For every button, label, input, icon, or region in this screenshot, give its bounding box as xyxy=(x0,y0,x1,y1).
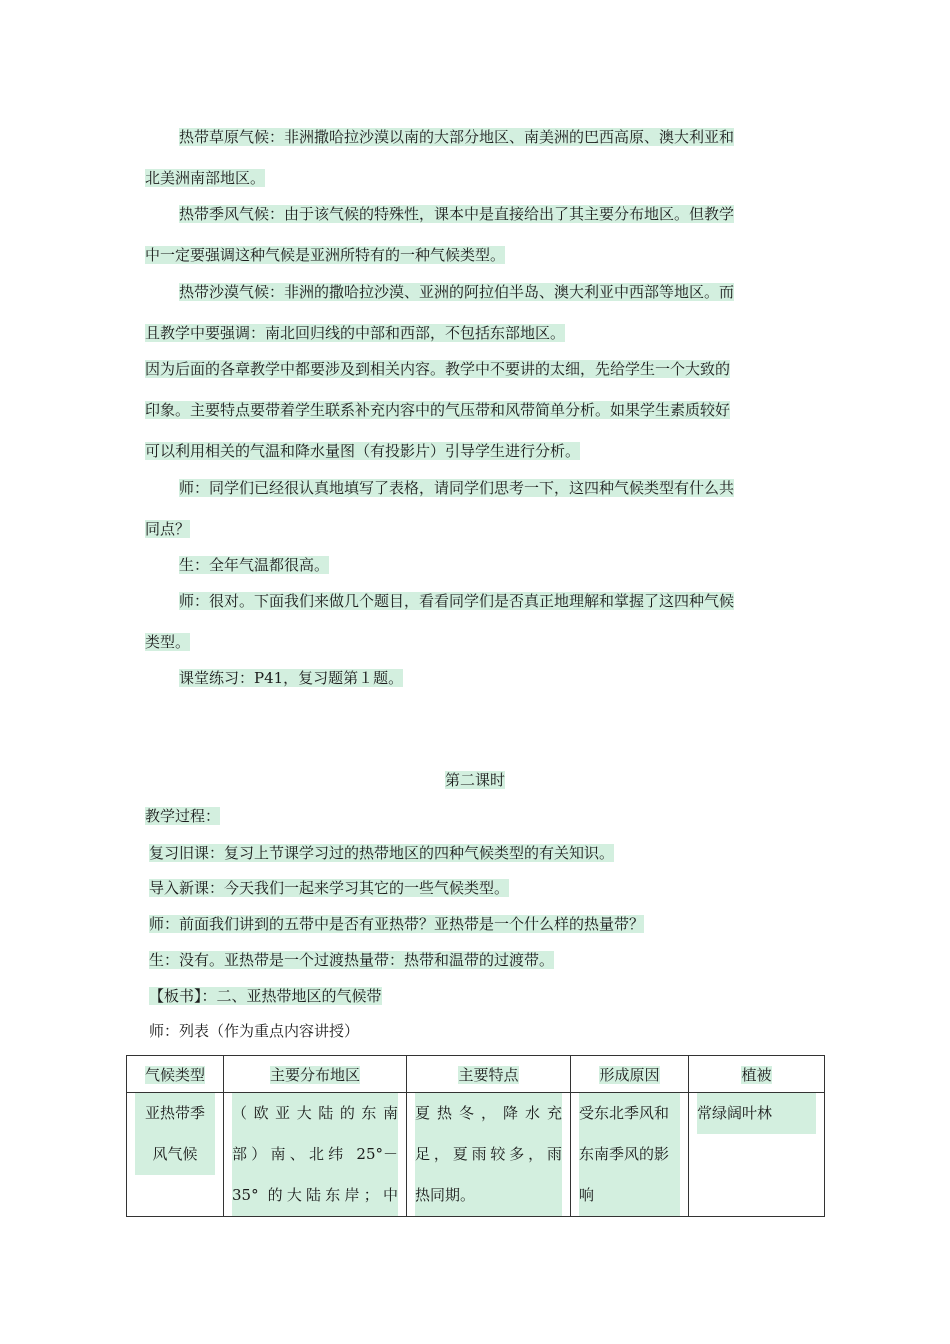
paragraph-note-line3: 可以利用相关的气温和降水量图（有投影片）引导学生进行分析。 xyxy=(145,442,581,460)
paragraph-student-answer: 生：全年气温都很高。 xyxy=(179,556,330,574)
cell-distribution: （欧亚大陆的东南 部）南、北纬 25°－ 35° 的大陆东岸；中 xyxy=(224,1093,407,1217)
header-vegetation: 植被 xyxy=(689,1056,825,1093)
header-features: 主要特点 xyxy=(407,1056,571,1093)
paragraph-desert-line2: 且教学中要强调：南北回归线的中部和西部，不包括东部地区。 xyxy=(145,324,566,342)
cell-vegetation: 常绿阔叶林 xyxy=(689,1093,825,1217)
header-climate-type: 气候类型 xyxy=(127,1056,224,1093)
paragraph-savanna-line1: 热带草原气候：非洲撒哈拉沙漠以南的大部分地区、南美洲的巴西高原、澳大利亚和 xyxy=(179,128,735,146)
cell-cause: 受东北季风和 东南季风的影 响 xyxy=(571,1093,689,1217)
cell-climate-type: 亚热带季 风气候 xyxy=(127,1093,224,1217)
table-header-row xyxy=(127,1056,825,1093)
process-label: 教学过程： xyxy=(145,807,221,825)
review-line: 复习旧课：复习上节课学习过的热带地区的四种气候类型的有关知识。 xyxy=(149,844,615,862)
header-distribution: 主要分布地区 xyxy=(224,1056,407,1093)
section-title: 第二课时 xyxy=(444,771,505,789)
paragraph-class-exercise: 课堂练习：P41，复习题第１题。 xyxy=(179,669,404,687)
paragraph-note-line2: 印象。主要特点要带着学生联系补充内容中的气压带和风带简单分析。如果学生素质较好 xyxy=(145,401,731,419)
paragraph-teacher-question-line1: 师：同学们已经很认真地填写了表格，请同学们思考一下，这四种气候类型有什么共 xyxy=(179,479,735,497)
paragraph-teacher-exercise-line2: 类型。 xyxy=(145,633,191,651)
paragraph-monsoon-line1: 热带季风气候：由于该气候的特殊性，课本中是直接给出了其主要分布地区。但教学 xyxy=(179,205,735,223)
student-answer: 生：没有。亚热带是一个过渡热量带：热带和温带的过渡带。 xyxy=(149,951,555,969)
table-row xyxy=(127,1093,825,1217)
paragraph-desert-line1: 热带沙漠气候：非洲的撒哈拉沙漠、亚洲的阿拉伯半岛、澳大利亚中西部等地区。而 xyxy=(179,283,735,301)
teacher-question: 师：前面我们讲到的五带中是否有亚热带？亚热带是一个什么样的热量带？ xyxy=(149,915,645,933)
intro-line: 导入新课：今天我们一起来学习其它的一些气候类型。 xyxy=(149,879,510,897)
list-note: 师：列表（作为重点内容讲授） xyxy=(149,1022,360,1040)
paragraph-monsoon-line2: 中一定要强调这种气候是亚洲所特有的一种气候类型。 xyxy=(145,246,506,264)
board-heading: 【板书】：二、亚热带地区的气候带 xyxy=(149,987,382,1005)
paragraph-teacher-question-line2: 同点？ xyxy=(145,520,191,538)
header-cause: 形成原因 xyxy=(571,1056,689,1093)
paragraph-teacher-exercise-line1: 师：很对。下面我们来做几个题目，看看同学们是否真正地理解和掌握了这四种气候 xyxy=(179,592,735,610)
paragraph-note-line1: 因为后面的各章教学中都要涉及到相关内容。教学中不要讲的太细，先给学生一个大致的 xyxy=(145,360,731,378)
cell-features: 夏热冬，降水充 足，夏雨较多，雨 热同期。 xyxy=(407,1093,571,1217)
climate-table xyxy=(126,1055,825,1217)
paragraph-savanna-line2: 北美洲南部地区。 xyxy=(145,169,266,187)
